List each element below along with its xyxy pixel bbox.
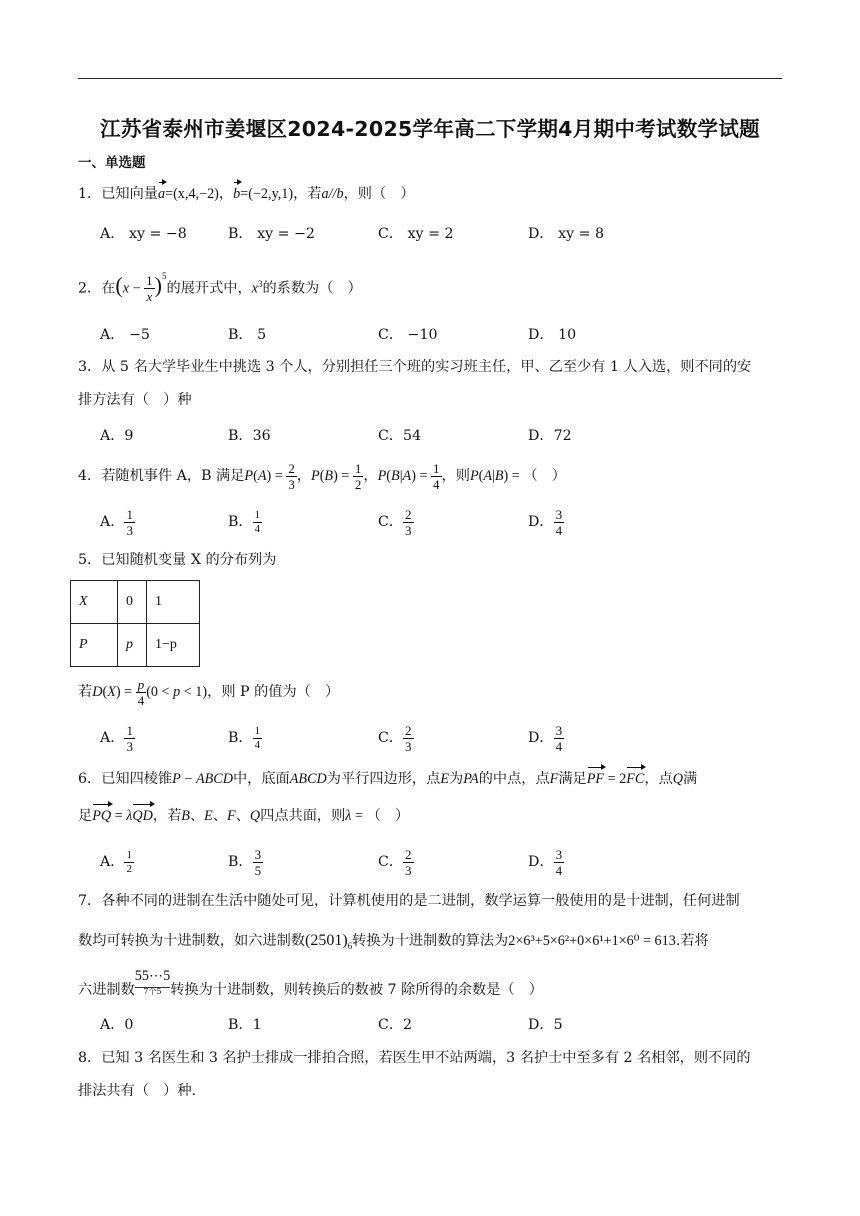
question-6-line-2: 足PQ = λQD，若B、E、F、Q四点共面，则λ = （ ） — [78, 808, 410, 824]
q2-option-b[interactable]: B． 5 — [228, 327, 267, 343]
q5-option-a[interactable]: A． $\frac{1}{3}$ — [100, 722, 133, 754]
table-cell: P — [71, 624, 118, 667]
variance-fraction: $\frac{p}{4}$ — [137, 676, 145, 708]
vector-a-value: =(x,4,−2) — [165, 186, 219, 202]
question-7-line-1: 7．各种不同的进制在生活中随处可见，计算机使用的是二进制，数学运算一般使用的是十进制，任何进制 — [78, 893, 740, 909]
question-2: 2．在(x − $\frac{1}{x}$ )$^5$的展开式中，$x^3$的系数为（ ） — [78, 271, 362, 305]
q4-option-d[interactable]: D． $\frac{3}{4}$ — [528, 506, 563, 538]
table-row — [71, 581, 200, 624]
q1-option-d[interactable]: D． xy = 8 — [528, 226, 605, 242]
q6-option-a[interactable]: A． $\frac{1}{2}$ — [100, 848, 132, 875]
table-cell: 1 — [147, 581, 200, 624]
q4-tail: ，则 — [441, 468, 470, 484]
q2-option-a[interactable]: A． −5 — [100, 327, 150, 343]
q4-pre: 4．若随机事件 A，B 满足 — [78, 468, 245, 484]
q4-end: （ ） — [523, 468, 566, 484]
q7-option-d[interactable]: D．5 — [528, 1017, 563, 1033]
q3-option-b[interactable]: B．36 — [228, 428, 271, 444]
repeated-digits: 55⋯5 7个5 — [134, 968, 171, 996]
q6-option-d[interactable]: D． $\frac{3}{4}$ — [528, 846, 563, 878]
q1-text: 已知向量 — [101, 186, 158, 202]
vector-b-value: =(−2,y,1) — [240, 186, 294, 202]
q2-option-d[interactable]: D． 10 — [528, 327, 577, 343]
q1-tail: ，则（ ） — [343, 186, 415, 202]
q5-cond-pre: 若 — [78, 684, 93, 700]
q7-option-a[interactable]: A．0 — [100, 1017, 134, 1033]
distribution-table — [70, 580, 200, 667]
question-8-line-2: 排法共有（ ）种. — [78, 1083, 197, 1099]
question-7-line-3: 六进制数55⋯5 7个5 转换为十进制数，则转换后的数被 7 除所得的余数是（ ） — [78, 968, 543, 998]
question-4: 4．若随机事件 A，B 满足P(A) = $\frac{2}{3}$ ，P(B) = $\frac{1}{2}$ ，P(B|A) = $\frac{1}{4}$ ，则P(A|B) = （ ） — [78, 460, 566, 492]
question-5 — [78, 550, 784, 570]
page-title: 江苏省泰州市姜堰区2024-2025学年高二下学期4月期中考试数学试题 — [100, 117, 760, 141]
q5-option-d[interactable]: D． $\frac{3}{4}$ — [528, 722, 563, 754]
q5-option-b[interactable]: B． $\frac{1}{4}$ — [228, 724, 261, 751]
expression-paren-open: ( — [115, 272, 123, 298]
q4-option-a[interactable]: A． $\frac{1}{3}$ — [100, 506, 133, 538]
question-3-line-2: 排方法有（ ）种 — [78, 392, 192, 408]
q3-option-d[interactable]: D．72 — [528, 428, 572, 444]
q1-condition: ，若 — [293, 186, 322, 202]
table-cell: 1−p — [147, 624, 200, 667]
table-cell: 0 — [118, 581, 147, 624]
vector-b: b — [233, 186, 241, 202]
pa-fraction: $\frac{2}{3}$ — [288, 460, 295, 492]
q5-cond-tail: ，则 P 的值为（ ） — [207, 684, 340, 700]
q1-option-c[interactable]: C． xy = 2 — [378, 226, 454, 242]
q2-pre: 在 — [101, 280, 116, 297]
q6-option-c[interactable]: C． $\frac{2}{3}$ — [378, 846, 412, 878]
q2-option-c[interactable]: C． −10 — [378, 327, 438, 343]
conversion-formula: 2×6³+5×6²+0×6¹+1×6⁰ = 613 — [508, 933, 676, 949]
q5-option-c[interactable]: C． $\frac{2}{3}$ — [378, 722, 412, 754]
question-1: 1．已知向量a=(x,4,−2)，b=(−2,y,1)，若a//b，则（ ） — [78, 186, 415, 202]
q2-number: 2． — [78, 280, 102, 297]
pb-fraction: $\frac{1}{2}$ — [354, 460, 362, 492]
expression-paren-close: ) — [154, 272, 162, 298]
q4-option-b[interactable]: B． $\frac{1}{4}$ — [228, 508, 261, 535]
q3-option-c[interactable]: C．54 — [378, 428, 422, 444]
q7-option-b[interactable]: B．1 — [228, 1017, 262, 1033]
q2-tail: 的系数为（ ） — [262, 280, 362, 297]
vector-a: a — [157, 186, 166, 202]
section-heading: 一、单选题 — [78, 155, 146, 171]
table-row — [71, 624, 200, 667]
question-6-line-1: 6．已知四棱锥P − ABCD中，底面ABCD为平行四边形，点E为PA的中点，点F满足PF = 2FC，点Q满 — [78, 771, 698, 787]
table-cell: X — [71, 581, 118, 624]
q5-text: 5．已知随机变量 X 的分布列为 — [78, 552, 277, 568]
pba-fraction: $\frac{1}{4}$ — [433, 460, 440, 492]
q2-post: 的展开式中， — [166, 280, 252, 297]
q1-option-a[interactable]: A． xy = −8 — [100, 226, 187, 242]
expression-fraction: $\frac{1}{x}$ — [146, 273, 153, 305]
expression-x: x — [122, 280, 130, 297]
table-cell: p — [118, 624, 147, 667]
question-7-line-2: 数均可转换为十进制数，如六进制数$(2501)_6$转换为十进制数的算法为2×6³+5×6²+0×6¹+1×6⁰ = 613.若将 — [78, 932, 709, 951]
q3-option-a[interactable]: A．9 — [100, 428, 134, 444]
q1-option-b[interactable]: B． xy = −2 — [228, 226, 315, 242]
question-3-line-1: 3．从 5 名大学毕业生中挑选 3 个人，分别担任三个班的实习班主任，甲、乙至少有 1 人入选，则不同的安 — [78, 359, 752, 375]
q1-number: 1． — [78, 186, 102, 202]
header-rule — [78, 78, 782, 79]
parallel-condition: a//b — [321, 186, 344, 202]
question-8-line-1: 8．已知 3 名医生和 3 名护士排成一排拍合照，若医生甲不站两端，3 名护士中至多有 2 名相邻，则不同的 — [78, 1050, 751, 1066]
q4-option-c[interactable]: C． $\frac{2}{3}$ — [378, 506, 412, 538]
q6-option-b[interactable]: B． $\frac{3}{5}$ — [228, 846, 262, 878]
question-5-condition: 若D(X) = $\frac{p}{4}$ (0 < p < 1)，则 P 的值为（ ） — [78, 676, 340, 708]
q7-option-c[interactable]: C．2 — [378, 1017, 413, 1033]
